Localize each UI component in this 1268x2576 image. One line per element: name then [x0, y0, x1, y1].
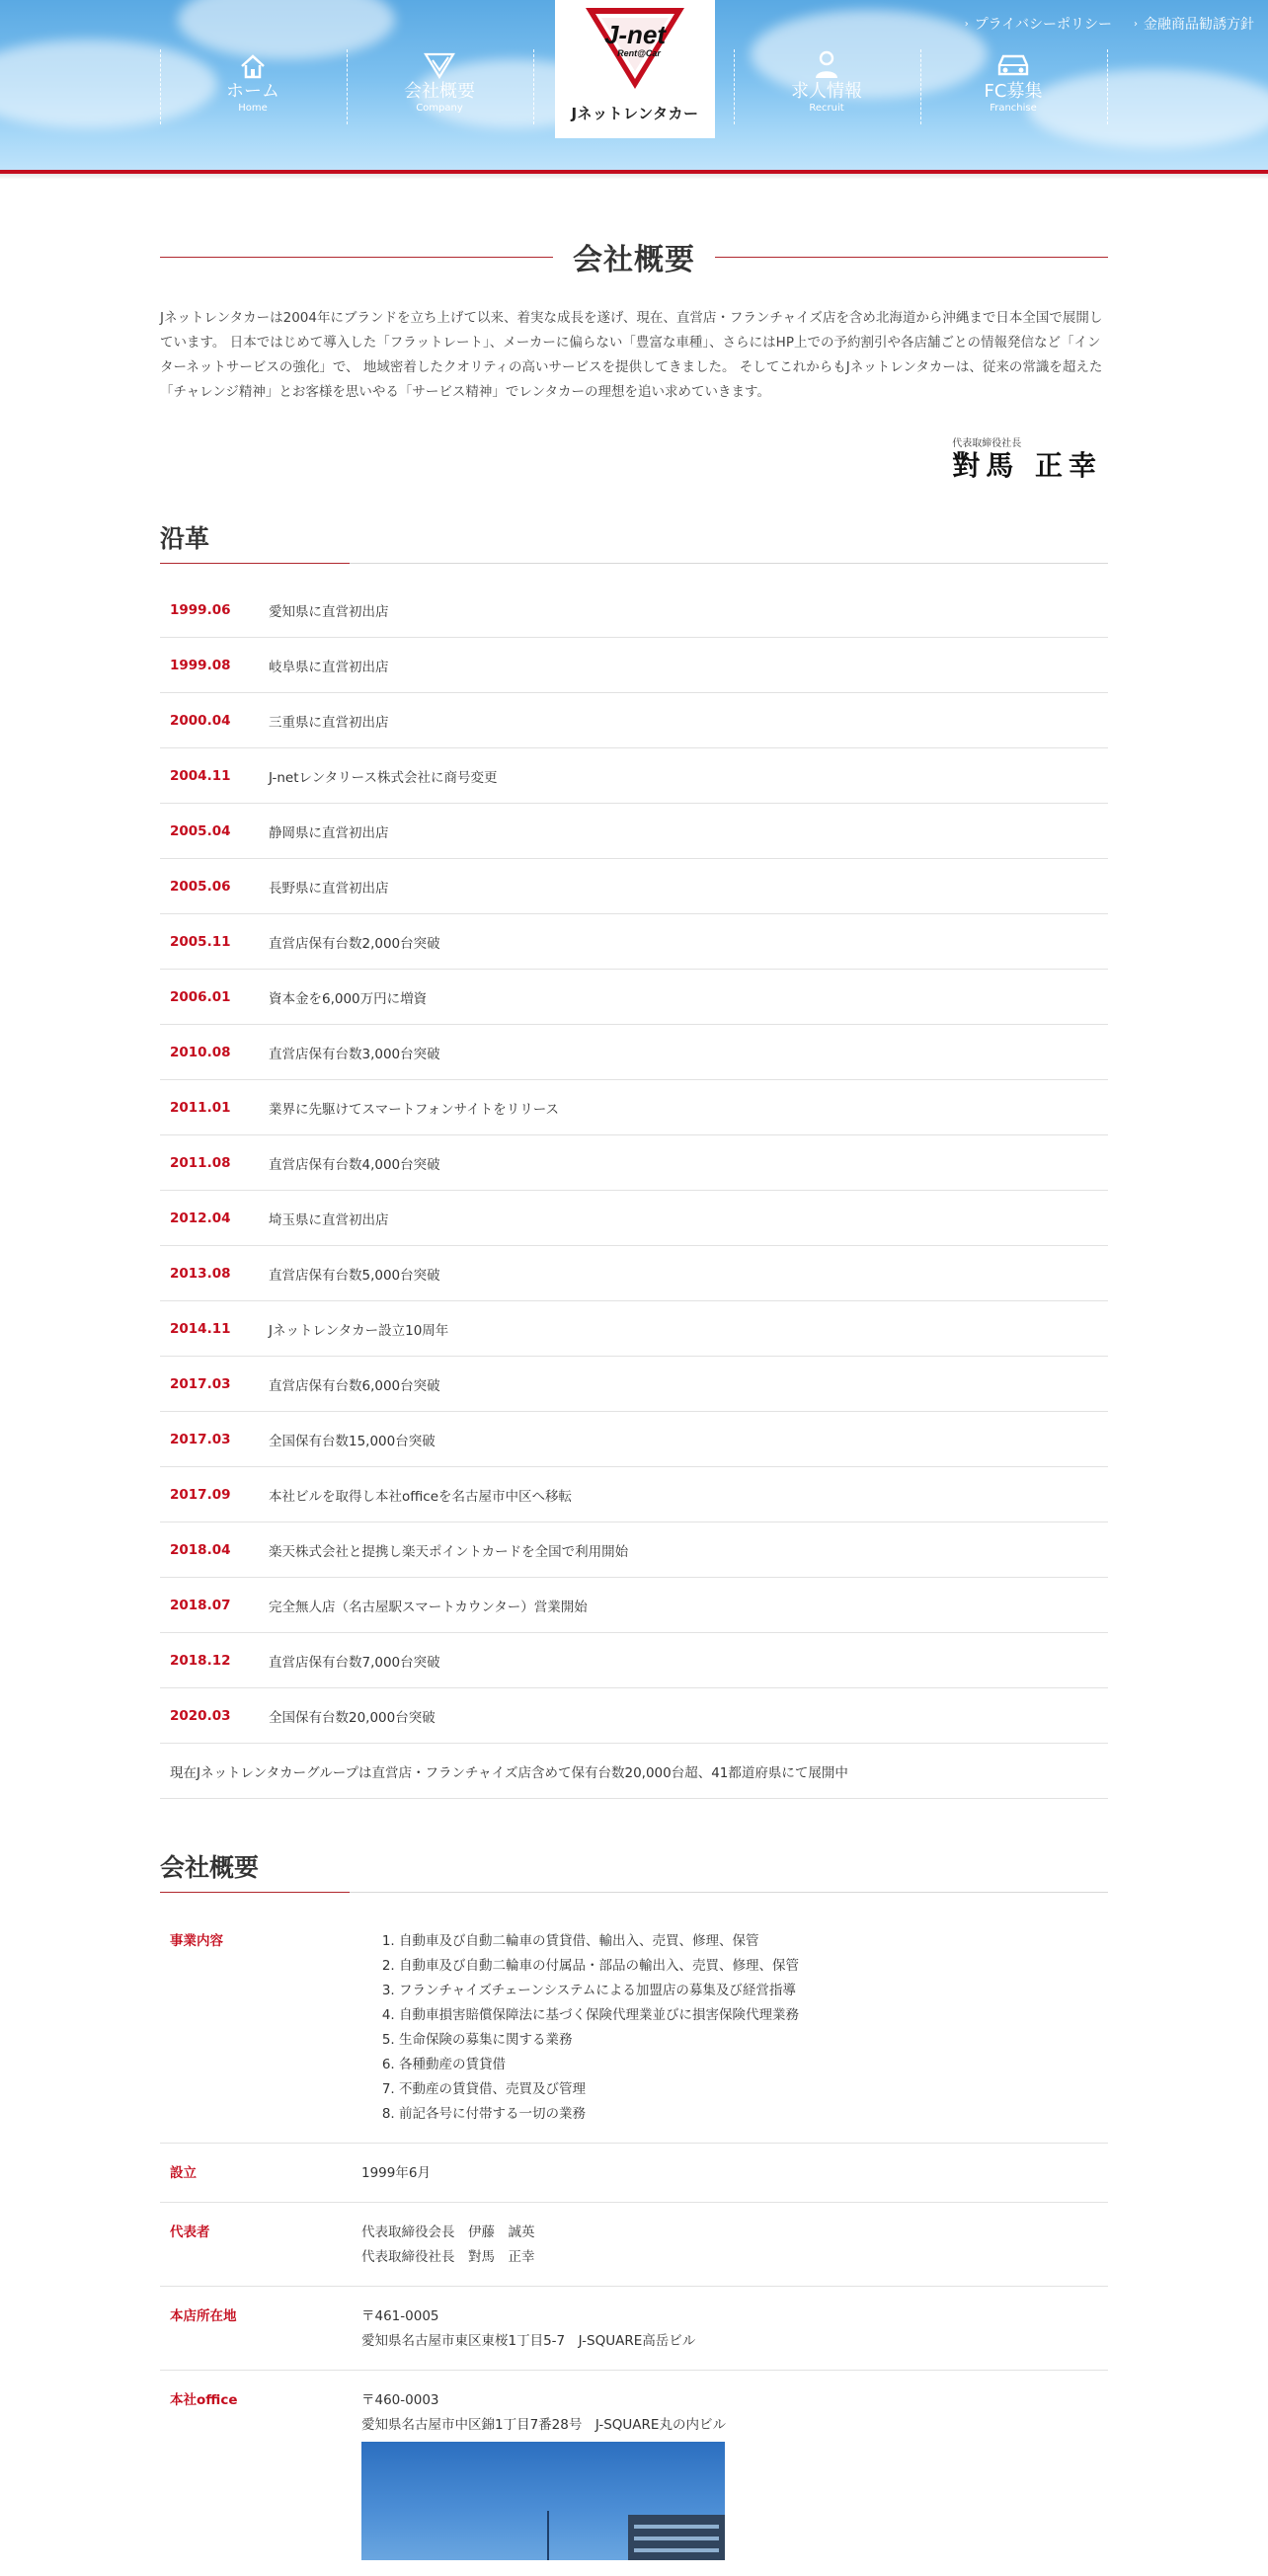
- chevron-right-icon: ›: [964, 18, 969, 30]
- person-icon: [813, 49, 840, 79]
- logo-mark-text: J-net: [603, 20, 667, 49]
- history-row: [160, 1135, 1108, 1191]
- president-signature: [952, 434, 1102, 483]
- office-building-photo: [361, 2442, 725, 2560]
- page-title: 会社概要: [573, 243, 695, 277]
- history-event: J-netレンタリース株式会社に商号変更: [269, 769, 498, 786]
- info-value: [361, 1929, 799, 2127]
- info-label: 設立: [170, 2165, 197, 2181]
- history-event: 静岡県に直営初出店: [269, 824, 389, 841]
- page-title-block: [160, 237, 1108, 276]
- history-event: 全国保有台数20,000台突破: [269, 1709, 436, 1726]
- nav-separator: [1107, 49, 1108, 124]
- history-event: 愛知県に直営初出店: [269, 603, 389, 620]
- top-link-label: 金融商品勧誘方針: [1144, 17, 1254, 33]
- signature-title: 代表取締役社長: [952, 438, 1022, 449]
- nav-sublabel: Company: [416, 103, 463, 114]
- nav-home[interactable]: [160, 49, 346, 124]
- business-item: 7. 不動産の賃貸借、売買及び管理: [399, 2077, 799, 2102]
- history-date: 2011.08: [170, 1154, 231, 1171]
- nav-sublabel: Recruit: [809, 103, 844, 114]
- business-item: 4. 自動車損害賠償保障法に基づく保険代理業並びに損害保険代理業務: [399, 2003, 799, 2028]
- business-item: 3. フランチャイズチェーンシステムによる加盟店の募集及び経営指導: [399, 1979, 799, 2003]
- info-value: [361, 2221, 535, 2270]
- history-event: 資本金を6,000万円に増資: [269, 990, 428, 1007]
- history-row: [160, 1191, 1108, 1246]
- title-rule: [160, 257, 553, 258]
- info-value: [361, 2388, 726, 2560]
- site-logo[interactable]: [555, 0, 715, 138]
- history-event: 三重県に直営初出店: [269, 714, 389, 731]
- history-date: 2010.08: [170, 1044, 231, 1060]
- history-row: [160, 859, 1108, 914]
- history-event: 楽天株式会社と提携し楽天ポイントカードを全国で利用開始: [269, 1543, 629, 1560]
- history-row: [160, 1578, 1108, 1633]
- company-info-table: [160, 1912, 1108, 2576]
- representative-line: 代表取締役会長 伊藤 誠英: [361, 2225, 535, 2240]
- history-row: [160, 583, 1108, 638]
- history-date: 2005.11: [170, 933, 231, 950]
- history-date: 1999.06: [170, 601, 231, 618]
- history-row: [160, 638, 1108, 693]
- history-event: 本社ビルを取得し本社officeを名古屋市中区へ移転: [269, 1488, 573, 1505]
- history-date: 2018.12: [170, 1652, 231, 1669]
- history-event: 直営店保有台数5,000台突破: [269, 1267, 440, 1284]
- history-event: 岐阜県に直営初出店: [269, 659, 389, 675]
- heading-accent: [160, 1892, 350, 1893]
- info-value: 1999年6月: [361, 2165, 431, 2181]
- history-date: 2017.03: [170, 1375, 231, 1392]
- history-date: 2017.03: [170, 1431, 231, 1447]
- history-date: 2013.08: [170, 1265, 231, 1282]
- heading-accent: [160, 563, 350, 564]
- nav-franchise[interactable]: [920, 49, 1106, 124]
- business-list: [375, 1929, 799, 2127]
- history-event: 直営店保有台数6,000台突破: [269, 1377, 440, 1394]
- history-date: 2018.07: [170, 1597, 231, 1613]
- history-date: 2014.11: [170, 1320, 231, 1337]
- address-line: 愛知県名古屋市中区錦1丁目7番28号 J-SQUARE丸の内ビル: [361, 2417, 726, 2433]
- history-event: 完全無人店（名古屋駅スマートカウンター）営業開始: [269, 1599, 588, 1615]
- history-date: 2000.04: [170, 712, 231, 729]
- nav-recruit[interactable]: [734, 49, 919, 124]
- nav-company[interactable]: [347, 49, 532, 124]
- company-info-heading: [160, 1842, 1108, 1893]
- business-item: 8. 前記各号に付帯する一切の業務: [399, 2102, 799, 2127]
- history-row: [160, 1522, 1108, 1578]
- history-row: [160, 1080, 1108, 1135]
- history-row: [160, 693, 1108, 748]
- logo-sub-text: Rent@Car: [617, 48, 661, 58]
- history-row: [160, 1467, 1108, 1522]
- history-date: 2004.11: [170, 767, 231, 784]
- info-row-business: [160, 1912, 1108, 2144]
- solicitation-policy-link[interactable]: [1134, 14, 1254, 34]
- business-item: 1. 自動車及び自動二輪車の賃貸借、輸出入、売買、修理、保管: [399, 1929, 799, 1954]
- info-label: 本社office: [170, 2392, 238, 2408]
- j-net-logo-mark: [580, 0, 690, 95]
- history-event: 全国保有台数15,000台突破: [269, 1433, 436, 1449]
- signature-name: 對馬 正幸: [952, 449, 1102, 482]
- business-item: 5. 生命保険の募集に関する業務: [399, 2028, 799, 2053]
- nav-sublabel: Home: [238, 103, 268, 114]
- history-heading: [160, 513, 1108, 564]
- home-icon: [239, 49, 267, 79]
- history-row: [160, 1025, 1108, 1080]
- history-summary: 現在Jネットレンタカーグループは直営店・フランチャイズ店含めて保有台数20,000台超、41都道府県にて展開中: [160, 1744, 1108, 1799]
- history-date: 2012.04: [170, 1210, 231, 1226]
- history-date: 2005.04: [170, 822, 231, 839]
- intro-paragraph: Jネットレンタカーは2004年にブランドを立ち上げて以来、着実な成長を遂げ、現在、直営店・フランチャイズ店を含め北海道から沖縄まで日本全国で展開しています。 日本ではじめて導入した「フラットレート」、メーカーに偏らない「豊富な車種」、さらにはHP上での予約割引や各店舗ごとの情報発信など「インターネットサービスの強化」で、 地域密着したクオリティの高いサービスを提供してきました。 そしてこれからもJネットレンタカーは、従来の常識を超えた「チャレンジ精神」とお客様を思いやる「サービス精神」でレンタカーの理想を追い求めていきます。: [160, 310, 1103, 400]
- history-date: 2018.04: [170, 1541, 231, 1558]
- title-rule: [715, 257, 1108, 258]
- info-label: 代表者: [170, 2225, 210, 2240]
- business-item: 2. 自動車及び自動二輪車の付属品・部品の輸出入、売買、修理、保管: [399, 1954, 799, 1979]
- history-row: [160, 1688, 1108, 1744]
- info-row-representatives: [160, 2203, 1108, 2287]
- history-row: [160, 970, 1108, 1025]
- history-event: 直営店保有台数3,000台突破: [269, 1046, 440, 1062]
- history-table: [160, 583, 1108, 1799]
- history-row: [160, 748, 1108, 804]
- history-row: [160, 1633, 1108, 1688]
- history-date: 2011.01: [170, 1099, 231, 1116]
- site-header: [0, 0, 1268, 170]
- history-row: [160, 1412, 1108, 1467]
- history-date: 1999.08: [170, 657, 231, 673]
- building-illustration: [361, 2442, 725, 2560]
- history-event: 直営店保有台数4,000台突破: [269, 1156, 440, 1173]
- privacy-policy-link[interactable]: [965, 14, 1112, 34]
- nav-label: 求人情報: [791, 81, 862, 102]
- info-row-founded: [160, 2144, 1108, 2203]
- postal-code: 〒460-0003: [361, 2392, 439, 2408]
- representative-line: 代表取締役社長 對馬 正幸: [361, 2249, 535, 2265]
- history-event: Jネットレンタカー設立10周年: [269, 1322, 449, 1339]
- history-row: [160, 1301, 1108, 1357]
- section-heading-text: 会社概要: [160, 1853, 260, 1882]
- nav-separator: [533, 49, 534, 124]
- postal-code: 〒461-0005: [361, 2308, 439, 2324]
- chevron-right-icon: ›: [1134, 18, 1138, 30]
- history-event: 埼玉県に直営初出店: [269, 1211, 389, 1228]
- info-label: 事業内容: [170, 1933, 223, 1949]
- history-event: 直営店保有台数2,000台突破: [269, 935, 440, 952]
- nav-sublabel: Franchise: [990, 103, 1037, 114]
- info-label: 本店所在地: [170, 2308, 237, 2324]
- info-row-headquarters: [160, 2287, 1108, 2371]
- history-row: [160, 1246, 1108, 1301]
- info-value: [361, 2304, 695, 2354]
- nav-label: 会社概要: [404, 81, 475, 102]
- history-event: 長野県に直営初出店: [269, 880, 389, 897]
- top-links: [965, 14, 1254, 34]
- history-date: 2006.01: [170, 988, 231, 1005]
- nav-label: ホーム: [226, 81, 279, 102]
- car-icon: [995, 49, 1031, 79]
- history-event: 業界に先駆けてスマートフォンサイトをリリース: [269, 1101, 560, 1118]
- header-shadow: [0, 174, 1268, 180]
- section-heading-text: 沿革: [160, 524, 210, 553]
- history-date: 2005.06: [170, 878, 231, 895]
- history-date: 2020.03: [170, 1707, 231, 1724]
- info-row-office: [160, 2371, 1108, 2576]
- history-event: 直営店保有台数7,000台突破: [269, 1654, 440, 1671]
- history-row: [160, 914, 1108, 970]
- history-date: 2017.09: [170, 1486, 231, 1503]
- logo-wordmark: Jネットレンタカー: [571, 105, 699, 122]
- top-link-label: プライバシーポリシー: [974, 17, 1112, 33]
- company-badge-icon: [423, 49, 456, 79]
- nav-label: FC募集: [984, 81, 1043, 102]
- history-row: [160, 804, 1108, 859]
- history-row: [160, 1357, 1108, 1412]
- address-line: 愛知県名古屋市東区東桜1丁目5-7 J-SQUARE高岳ビル: [361, 2333, 696, 2349]
- business-item: 6. 各種動産の賃貸借: [399, 2053, 799, 2077]
